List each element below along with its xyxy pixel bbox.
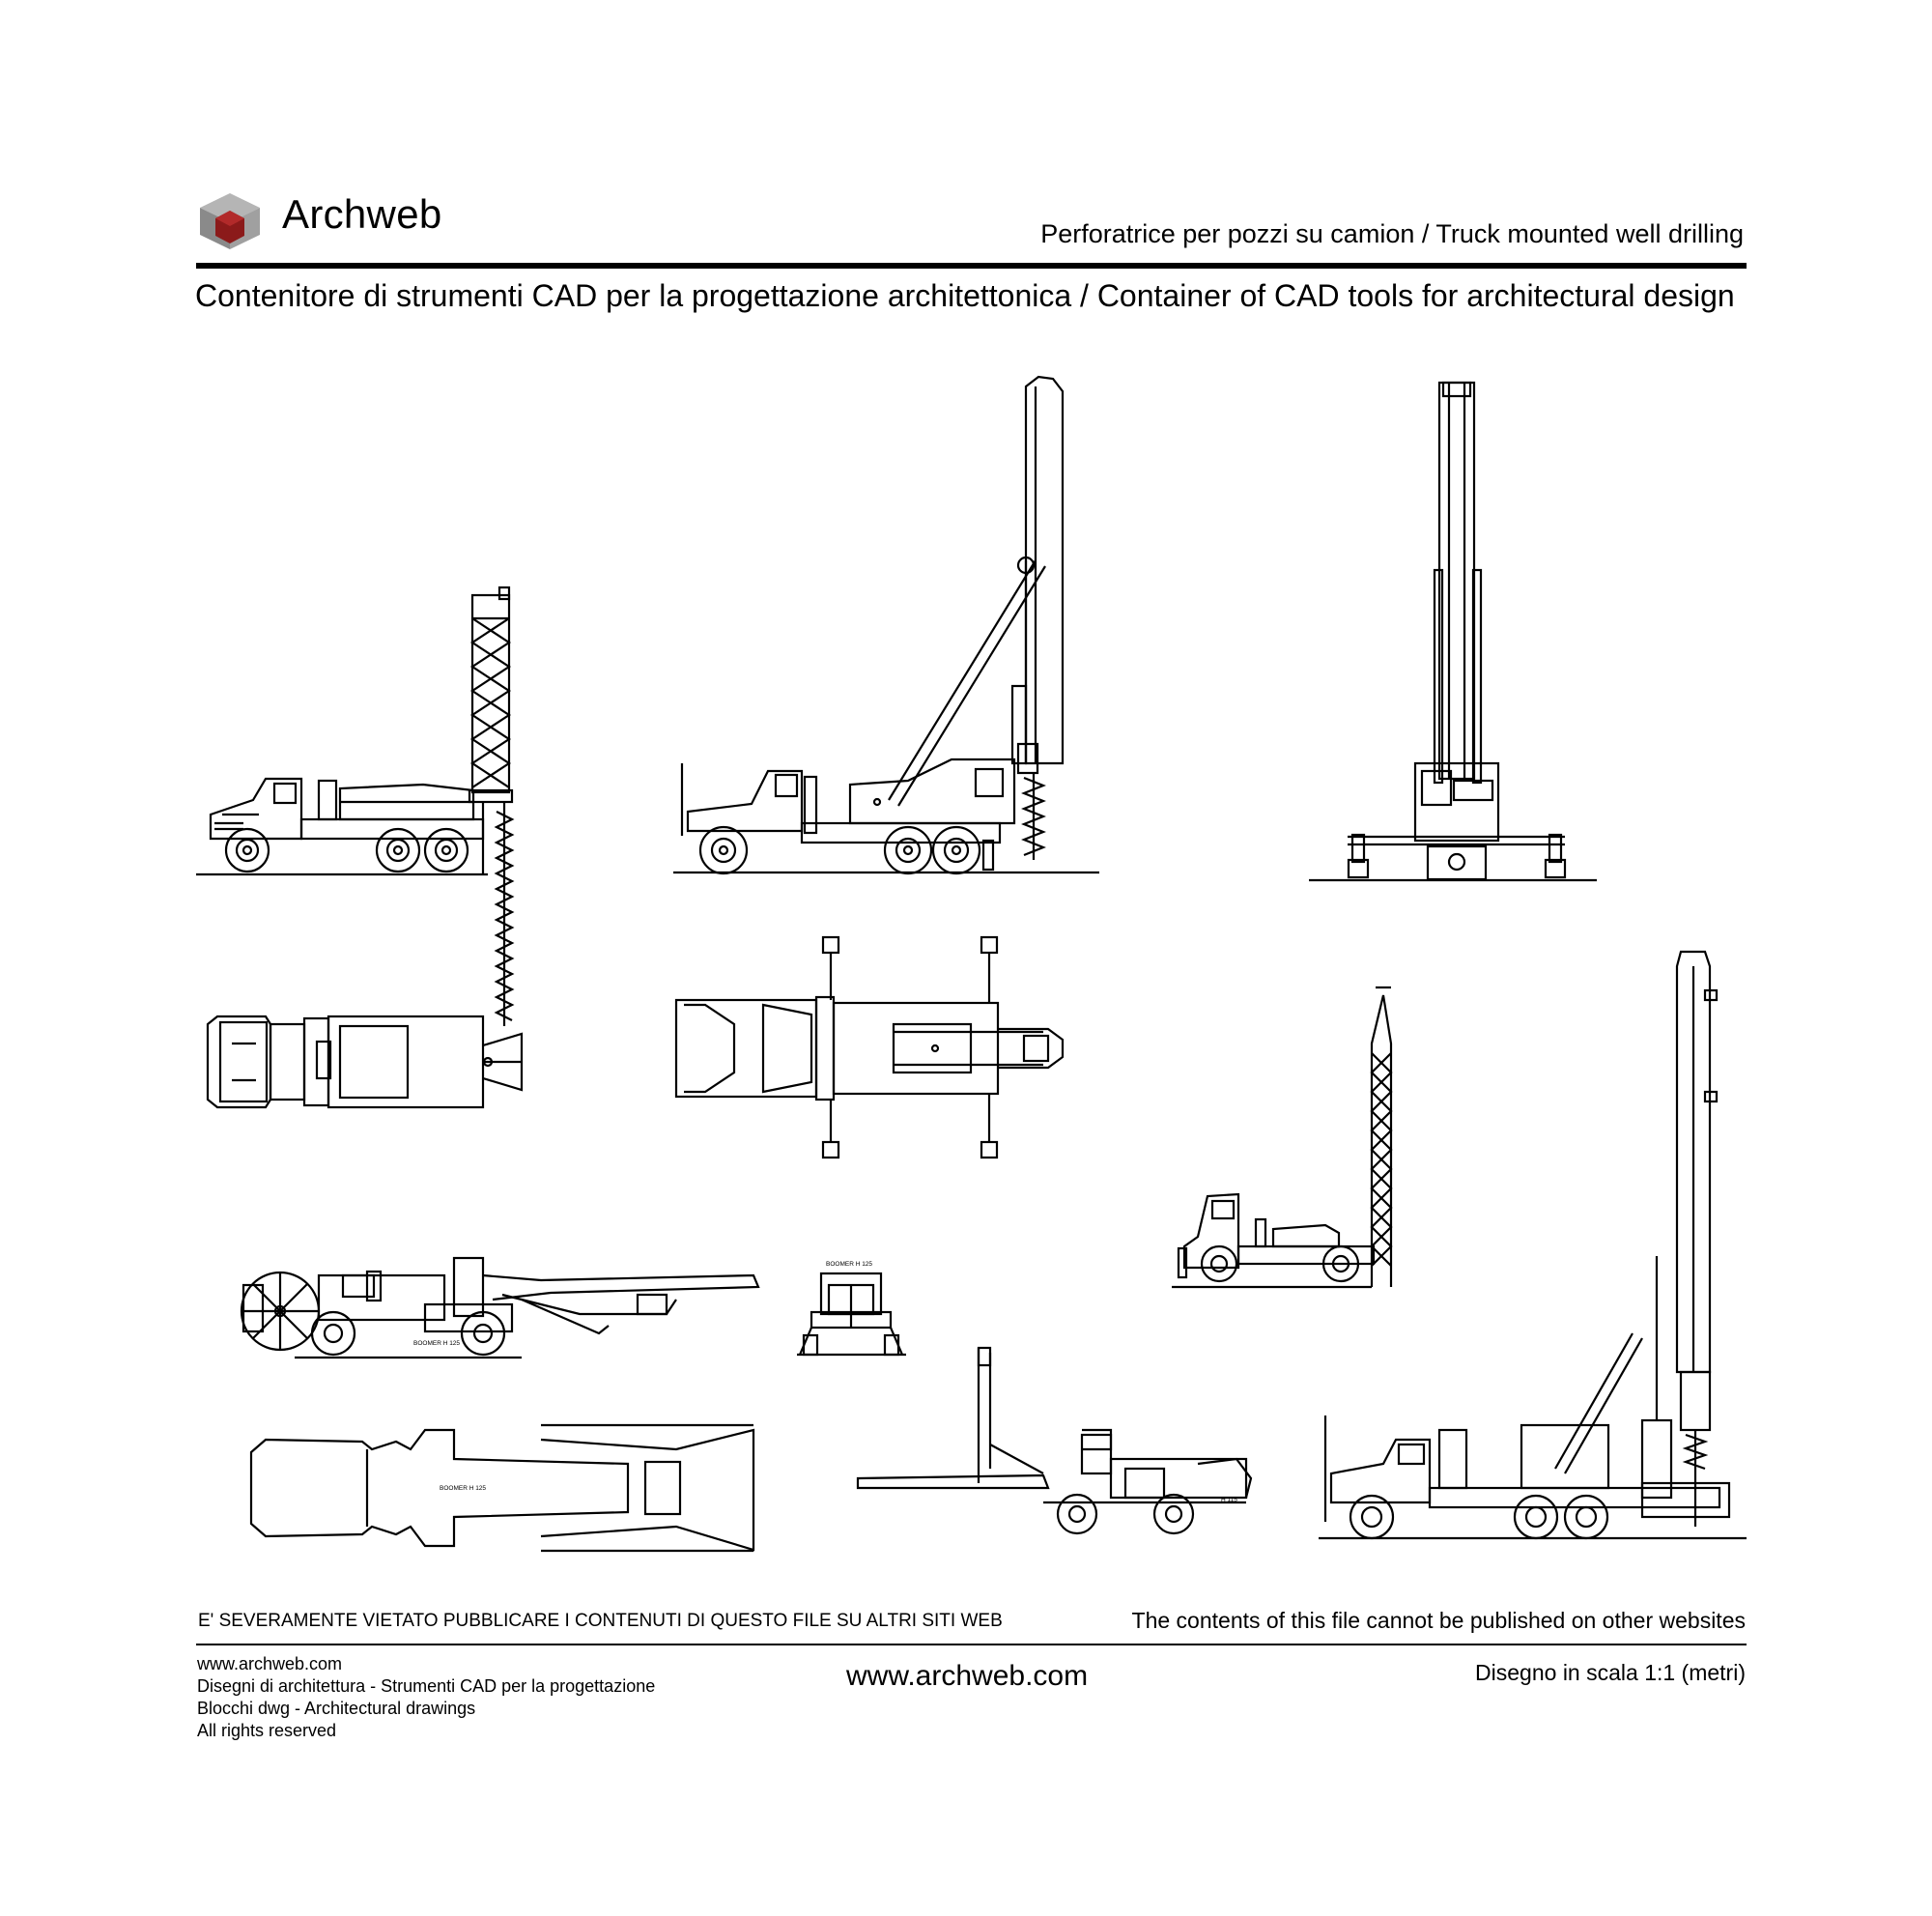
footer-line-blocks: Blocchi dwg - Architectural drawings [197, 1699, 476, 1718]
truck-drill-plan-view-1 [208, 1016, 522, 1107]
truck-drill-plan-view-2 [676, 937, 1063, 1158]
copyright-warning-english: The contents of this file cannot be published on other websites [1131, 1608, 1746, 1633]
footer-line-website[interactable]: www.archweb.com [197, 1654, 343, 1673]
drawing-scale: Disegno in scala 1:1 (metri) [1475, 1660, 1746, 1685]
truck-drill-side-view-1 [196, 587, 512, 1026]
boomer-plan-view [251, 1425, 753, 1551]
drawing-subtitle: Contenitore di strumenti CAD per la progettazione architettonica / Container of CAD tools for architectural design [195, 278, 1735, 313]
footer-rule [196, 1644, 1747, 1645]
loader-drill-side-view [858, 1348, 1251, 1533]
copyright-warning-italian: E' SEVERAMENTE VIETATO PUBBLICARE I CONTENUTI DI QUESTO FILE SU ALTRI SITI WEB [198, 1611, 1003, 1631]
boomer-plan-label: BOOMER H 125 [440, 1485, 487, 1492]
boomer-front-label: BOOMER H 125 [826, 1261, 873, 1268]
rig-rear-elevation [1309, 383, 1597, 880]
truck-drill-side-view-3 [1172, 987, 1391, 1287]
boomer-side-label: BOOMER H 125 [413, 1340, 461, 1347]
website-link[interactable]: www.archweb.com [846, 1660, 1089, 1692]
drawing-title: Perforatrice per pozzi su camion / Truck mounted well drilling [1040, 219, 1744, 248]
footer-line-description: Disegni di architettura - Strumenti CAD per la progettazione [197, 1676, 656, 1696]
footer-info-block [197, 1653, 655, 1742]
footer-line-rights: All rights reserved [197, 1721, 337, 1740]
brand-name: Archweb [282, 191, 442, 237]
loader-badge: H 115 [1221, 1497, 1237, 1503]
boomer-side-view [242, 1258, 758, 1358]
truck-drill-side-view-4 [1319, 952, 1747, 1538]
truck-drill-side-view-2 [673, 377, 1099, 873]
boomer-front-view [797, 1261, 906, 1355]
